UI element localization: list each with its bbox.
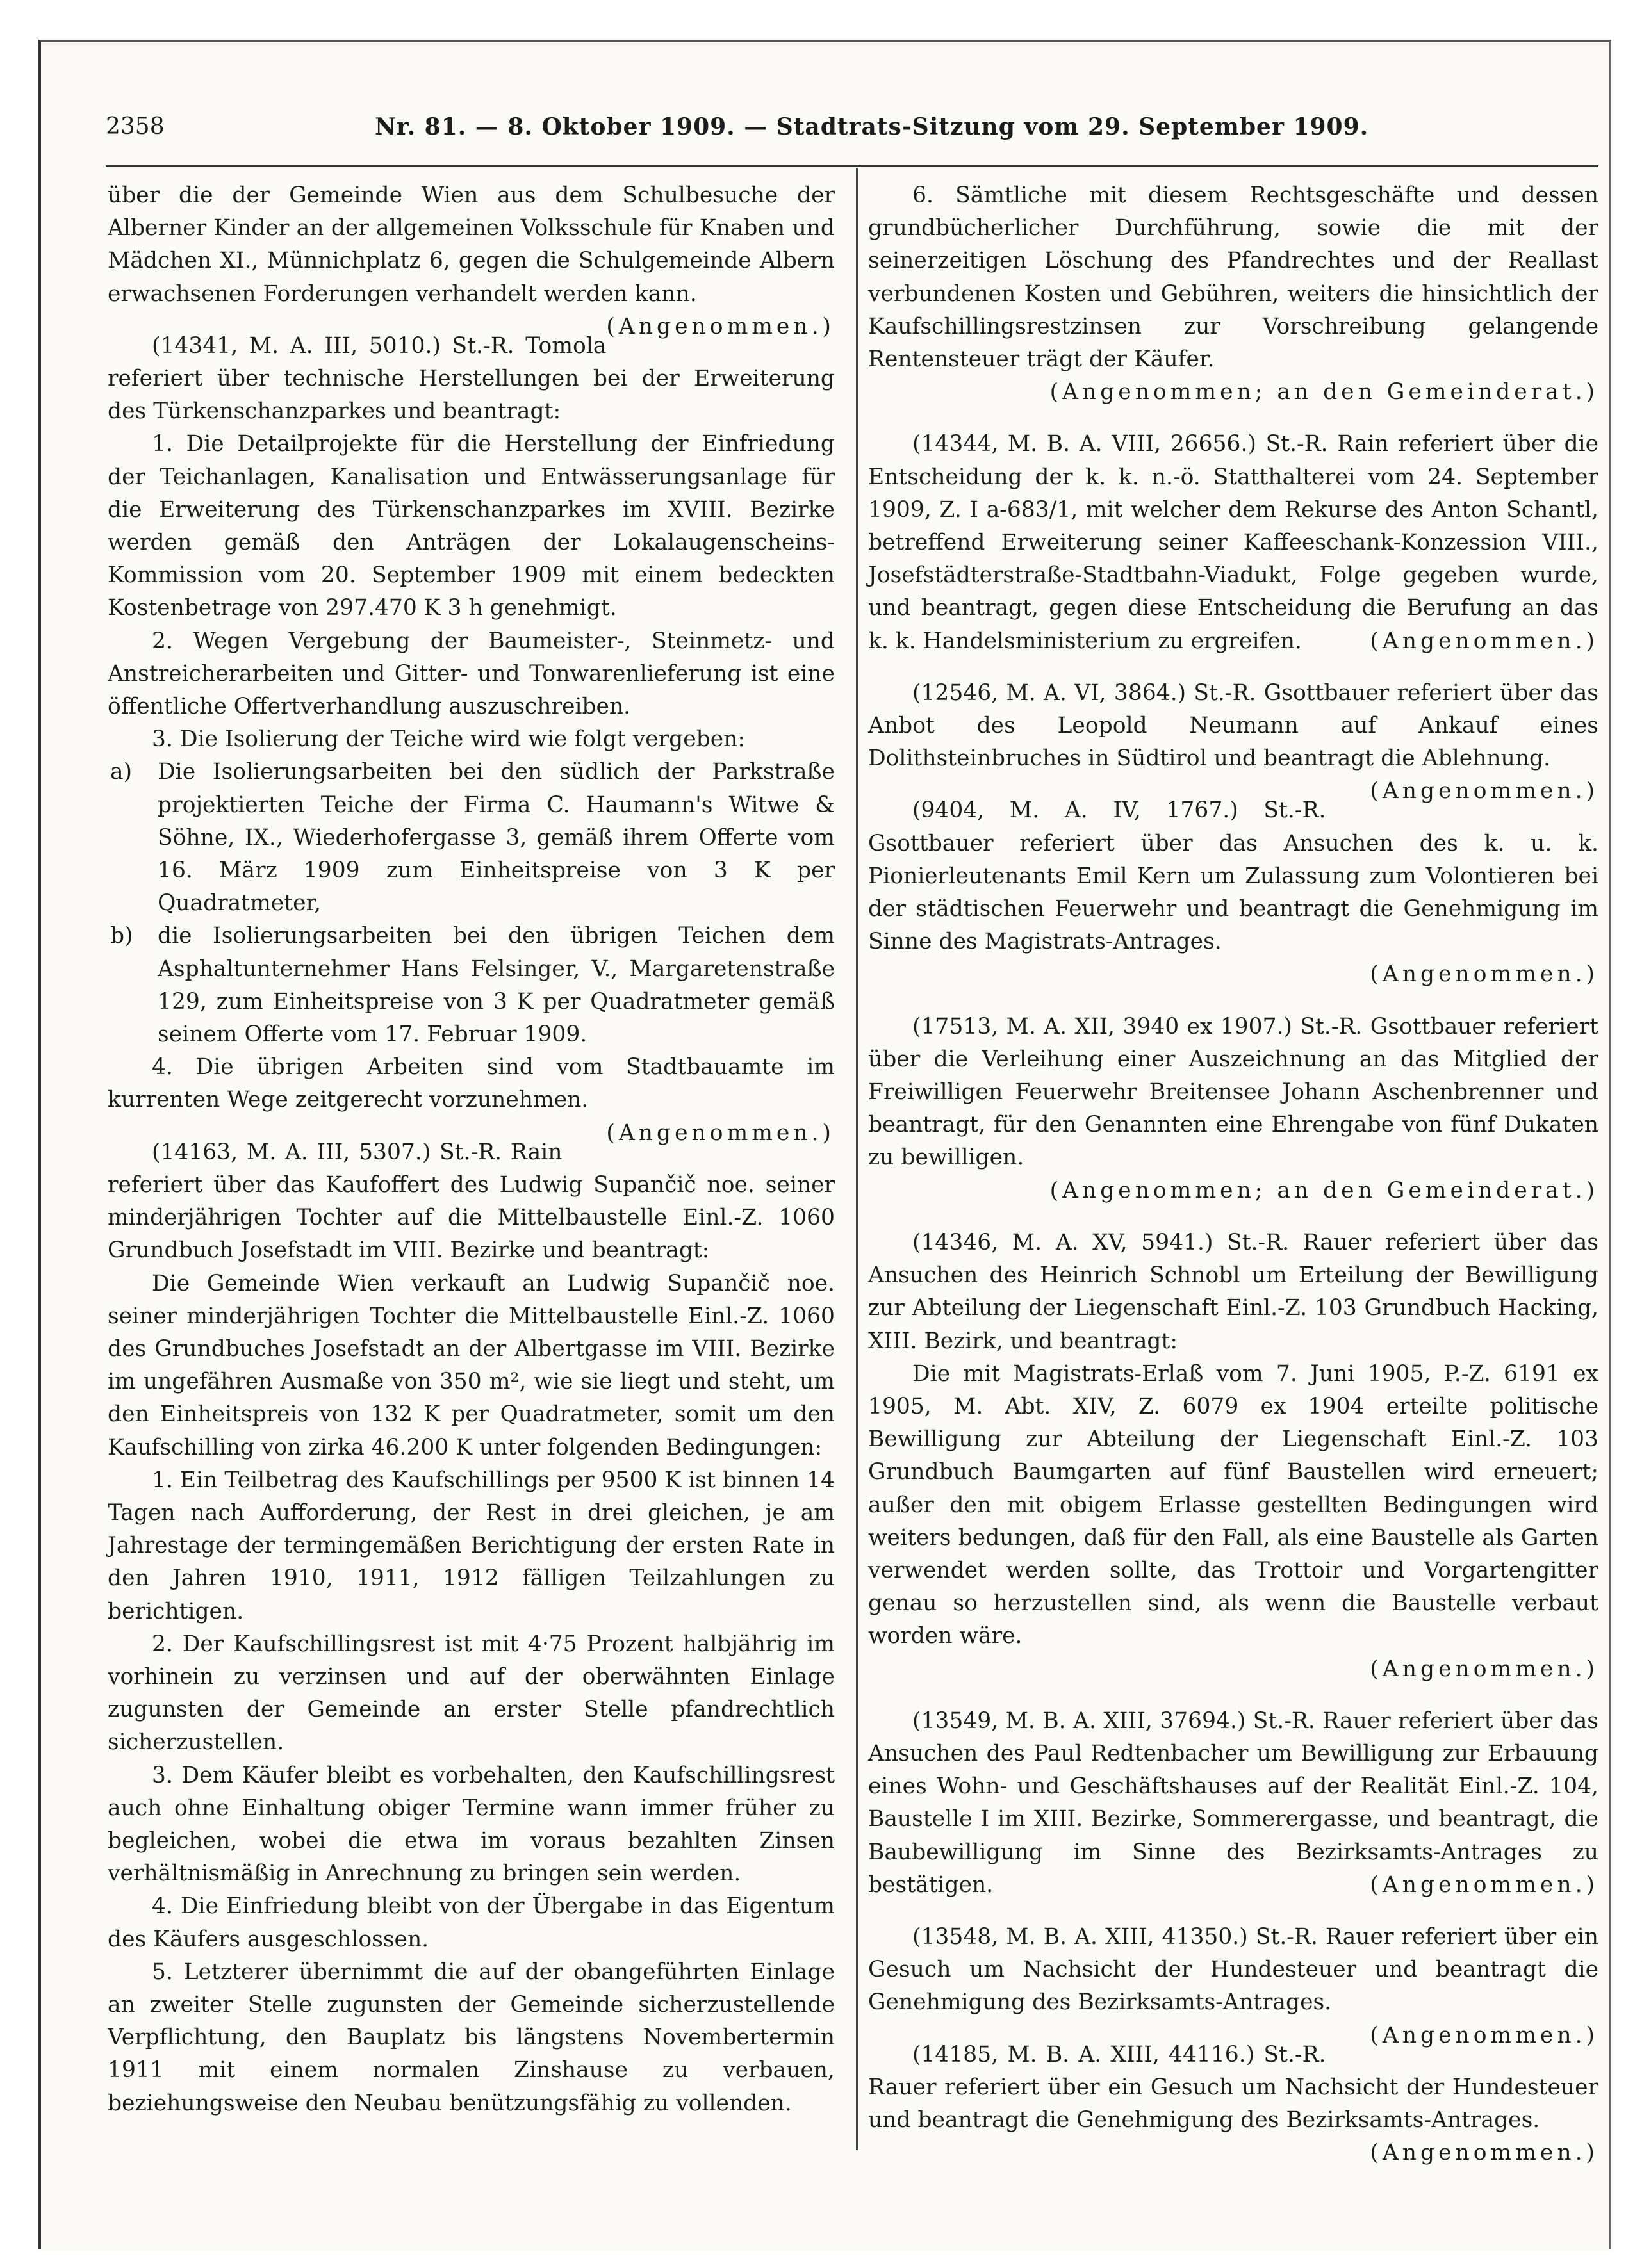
entry-text: (14344, M. B. A. VIII, 26656.) St.-R. Rain referiert über die Entscheidung der k. k. n.-ö. Statthalterei vom 24. September 1909, Z. I a-683/1, mit welcher dem Rekurse des Anton Schantl, betreffend Erweiterung seiner Kaffeeschank-Konzession VIII., Josefstädterstraße-Stadtbahn-Viadukt, Folge gegeben wurde, und beantragt, gegen diese Entscheidung die Berufung an das k. k. Handelsministerium zu ergreifen. (Angenommen.) xyxy=(868,428,1598,657)
column-divider xyxy=(856,168,858,2150)
sub-item-text: die Isolierungsarbeiten bei den übrigen Teichen dem Asphaltunternehmer Hans Felsinger, V., Margaretenstraße 129, zum Einheitspreise von 3 K per Quadratmeter gemäß seinem Offerte vom 17. Februar 1909. xyxy=(158,923,835,1048)
entry-rain-rekurs xyxy=(868,428,1598,657)
entry-text: (14185, M. B. A. XIII, 44116.) St.-R. Rauer referiert über ein Gesuch um Nachsicht der Hundesteuer und beantragt die Genehmigung des Bezirksamts-Antrages. (Angenommen.) xyxy=(868,2039,1598,2137)
running-header xyxy=(106,108,1598,146)
condition-5: 5. Letzterer übernimmt die auf der obangeführten Einlage an zweiter Stelle zugunsten der Gemeinde sicherzustellende Verpflichtung, den Bauplatz bis längstens Novembertermin 1911 mit einem normalen Zinshause zu verbauen, beziehungsweise den Neubau benützungsfähig zu vollenden. xyxy=(108,1959,835,2116)
scan-margin-top xyxy=(0,0,1651,38)
entry-text: (9404, M. A. IV, 1767.) St.-R. Gsottbauer referiert über das Ansuchen des k. u. k. Pionierleutenants Emil Kern um Zulassung zum Volontieren bei der städtischen Feuerwehr und beantragt die Genehmigung im Sinne des Magistrats-Antrages. xyxy=(868,797,1598,955)
scan-margin-bottom xyxy=(0,2251,1651,2268)
resolution-adopted: (Angenommen.) xyxy=(606,313,835,339)
motion-item-3: 3. Die Isolierung der Teiche wird wie folgt vergeben: xyxy=(152,726,745,753)
left-column xyxy=(108,179,835,2120)
entry-text: (13549, M. B. A. XIII, 37694.) St.-R. Rauer referiert über das Ansuchen des Paul Redtenbacher um Bewilligung zur Erbauung eines Wohn- und Geschäftshauses auf der Realität Einl.-Z. 104, Baustelle I im XIII. Bezirke, Sommerergasse, und beantragt, die Baubewilligung im Sinne des Bezirksamts-Antrages zu bestätigen. (Angenommen.) xyxy=(868,1705,1598,1902)
entry-text: (17513, M. A. XII, 3940 ex 1907.) St.-R. Gsottbauer referiert über die Verleihung einer Auszeichnung an das Mitglied der Freiwilligen Feuerwehr Breitensee Johann Aschenbrenner und beantragt, für den Genannten eine Ehrengabe von fünf Dukaten zu bewilligen. xyxy=(868,1013,1598,1171)
condition-2: 2. Der Kaufschillingsrest ist mit 4·75 Prozent halbjährig im vorhinein zu verzinsen und auf der oberwähnten Einlage zugunsten der Gemeinde an erster Stelle pfandrechtlich sicherzustellen. xyxy=(108,1631,835,1756)
entry-intro: (14163, M. A. III, 5307.) St.-R. Rain referiert über das Kaufoffert des Ludwig Supančič noe. seiner minderjährigen Tochter auf die Mittelbaustelle Einl.-Z. 1060 Grundbuch Josefstadt im VIII. Bezirke und beantragt: xyxy=(108,1139,835,1264)
motion-text: Die Gemeinde Wien verkauft an Ludwig Supančič noe. seiner minderjährigen Tochter die Mittelbaustelle Einl.-Z. 1060 des Grundbuches Josefstadt an der Albertgasse im VIII. Bezirke im ungefähren Ausmaße von 350 m², wie sie liegt und steht, um den Einheitspreis von 132 K per Quadratmeter, somit um den Kaufschilling von zirka 46.200 K unter folgenden Bedingungen: xyxy=(108,1270,835,1460)
condition-3: 3. Dem Käufer bleibt es vorbehalten, den Kaufschillingsrest auch ohne Einhaltung obiger Termine wann immer früher zu begleichen, wobei die etwa im voraus bezahlten Zinsen verhältnismäßig in Anrechnung zu bringen sein werden. xyxy=(108,1762,835,1887)
page-number: 2358 xyxy=(106,113,165,140)
header-title: Nr. 81. — 8. Oktober 1909. — Stadtrats-Sitzung vom 29. September 1909. xyxy=(375,113,1369,140)
entry-gsottbauer-auszeichnung xyxy=(868,1011,1598,1207)
entry-text: (13548, M. B. A. XIII, 41350.) St.-R. Rauer referiert über ein Gesuch um Nachsicht der Hundesteuer und beantragt die Genehmigung des Bezirksamts-Antrages. (Angenommen.) xyxy=(868,1921,1598,2019)
condition-1: 1. Ein Teilbetrag des Kaufschillings per 9500 K ist binnen 14 Tagen nach Aufforderung, der Rest in drei gleichen, je am Jahrestage der termingemäßen Berichtigung der ersten Rate in den Jahren 1910, 1911, 1912 fälligen Teilzahlungen zu berichtigen. xyxy=(108,1467,835,1624)
continued-text: über die der Gemeinde Wien aus dem Schulbesuche der Alberner Kinder an der allgemeinen Volksschule für Knaben und Mädchen XI., Münnichplatz 6, gegen die Schulgemeinde Albern erwachsenen Forderungen verhandelt werden kann. (Angenommen.) xyxy=(108,179,835,311)
resolution-adopted: (Angenommen.) xyxy=(1370,2140,1598,2166)
resolution-adopted: (Angenommen.) xyxy=(1370,628,1598,654)
entry-rauer-hundesteuer-1 xyxy=(868,1921,1598,2048)
sub-item-label: b) xyxy=(110,923,133,949)
scan-margin-left xyxy=(0,0,37,2268)
sub-item-text: Die Isolierungsarbeiten bei den südlich der Parkstraße projektierten Teiche der Firma C. Haumann's Witwe & Söhne, IX., Wiederhofergasse 3, gemäß ihrem Offerte vom 16. März 1909 zum Einheitspreise von 3 K per Quadratmeter, xyxy=(158,759,835,917)
entry-gsottbauer-kern xyxy=(868,794,1598,991)
resolution-adopted: (Angenommen; an den Gemeinderat.) xyxy=(1049,1177,1598,1203)
entry-gsottbauer-anbot xyxy=(868,677,1598,804)
entry-rauer-redtenbacher xyxy=(868,1705,1598,1902)
entry-intro: (14346, M. A. XV, 5941.) St.-R. Rauer referiert über das Ansuchen des Heinrich Schnobl um Erteilung der Bewilligung zur Abteilung der Liegenschaft Einl.-Z. 103 Grundbuch Hacking, XIII. Bezirk, und beantragt: xyxy=(868,1229,1598,1354)
motion-item-4: 4. Die übrigen Arbeiten sind vom Stadtbauamte im kurrenten Wege zeitgerecht vorzunehmen. (Angenommen.) xyxy=(108,1051,835,1116)
resolution-adopted: (Angenommen; an den Gemeinderat.) xyxy=(1049,379,1598,405)
resolution-adopted: (Angenommen.) xyxy=(1370,1656,1598,1682)
resolution-adopted: (Angenommen.) xyxy=(1370,778,1598,804)
condition-4: 4. Die Einfriedung bleibt von der Übergabe in das Eigentum des Käufers ausgeschlossen. xyxy=(108,1893,835,1952)
entry-rauer-hundesteuer-2 xyxy=(868,2039,1598,2166)
sub-item-label: a) xyxy=(110,759,133,785)
entry-rauer-schnobl xyxy=(868,1227,1598,1686)
motion-text: Die mit Magistrats-Erlaß vom 7. Juni 1905, P.-Z. 6191 ex 1905, M. Abt. XIV, Z. 6079 ex 1904 erteilte politische Bewilligung zur Abteilung der Liegenschaft Einl.-Z. 103 Grundbuch Baumgarten auf fünf Baustellen wird erneuert; außer den mit obigem Erlasse gestellten Bedingungen wird weiters bedungen, daß für den Fall, als eine Baustelle als Garten verwendet werden sollte, das Trottoir und Vorgartengitter genau so herzustellen sind, als wenn die Baustelle verbaut worden wäre. xyxy=(868,1360,1598,1649)
right-column xyxy=(868,179,1598,2169)
scan-margin-right xyxy=(1613,0,1651,2268)
entry-intro: (14341, M. A. III, 5010.) St.-R. Tomola referiert über technische Herstellungen bei der Erweiterung des Türkenschanzparkes und beantragt: xyxy=(108,332,835,425)
header-rule xyxy=(106,165,1598,167)
motion-item-2: 2. Wegen Vergebung der Baumeister-, Steinmetz- und Anstreicherarbeiten und Gitter- und Tonwarenlieferung ist eine öffentliche Offertverhandlung auszuschreiben. xyxy=(108,628,835,720)
resolution-adopted: (Angenommen.) xyxy=(1370,961,1598,988)
resolution-adopted: (Angenommen.) xyxy=(1370,1872,1598,1898)
entry-tomola xyxy=(108,330,835,1146)
entry-text: (12546, M. A. VI, 3864.) St.-R. Gsottbauer referiert über das Anbot des Leopold Neumann auf Ankauf eines Dolithsteinbruches in Südtirol und beantragt die Ablehnung. (Angenommen.) xyxy=(868,677,1598,776)
sub-item-b xyxy=(108,920,835,1051)
condition-6: 6. Sämtliche mit diesem Rechtsgeschäfte und dessen grundbücherlicher Durchführung, sowie die mit der seinerzeitigen Löschung des Pfandrechtes und der Reallast verbundenen Kosten und Gebühren, weiters die hinsichtlich der Kaufschillingsrestzinsen zur Vorschreibung gelangende Rentensteuer trägt der Käufer. xyxy=(868,183,1598,373)
entry-rain-kaufoffert xyxy=(108,1136,835,2120)
sub-item-a xyxy=(108,756,835,920)
motion-item-1: 1. Die Detailprojekte für die Herstellung der Einfriedung der Teichanlagen, Kanalisation und Entwässerungsanlage für die Erweiterung des Türkenschanzparkes im XVIII. Bezirke werden gemäß den Anträgen der Lokalaugenscheins-Kommission vom 20. September 1909 mit einem bedeckten Kostenbetrage von 297.470 K 3 h genehmigt. xyxy=(108,431,835,621)
resolution-adopted: (Angenommen.) xyxy=(606,1120,835,1146)
resolution-adopted: (Angenommen.) xyxy=(1370,2022,1598,2048)
